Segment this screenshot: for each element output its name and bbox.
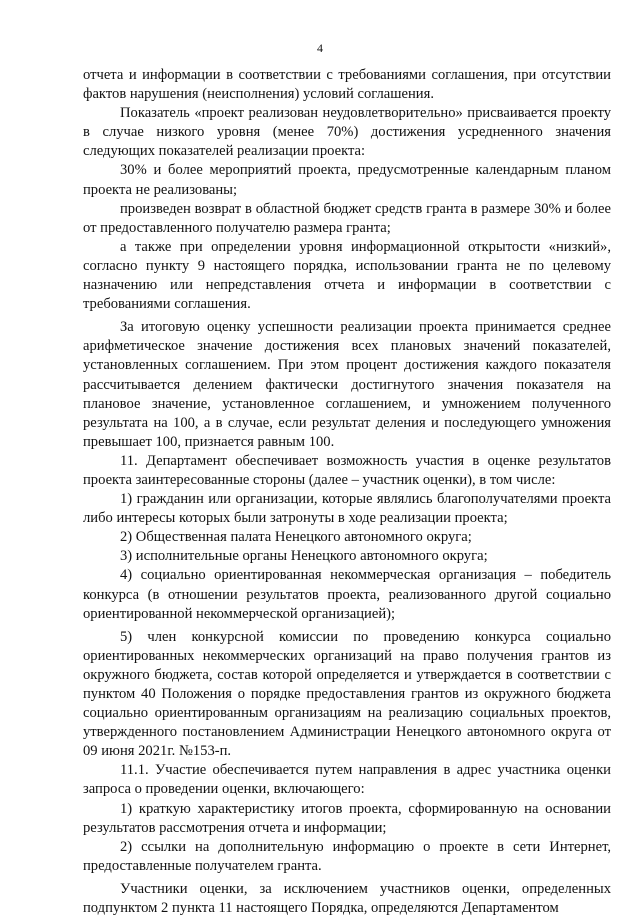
document-body [83, 66, 611, 918]
paragraph-section-11: 11. Департамент обеспечивает возможность участия в оценке результатов проекта заинтересованные стороны (далее – участник оценки), в том числе: [83, 452, 611, 488]
paragraph-participant-5: 5) член конкурсной комиссии по проведению конкурса социально ориентированных некоммерческих организаций на право получения грантов из окружного бюджета, состав которой определяется и утверждается в соответствии с пунктом 40 Положения о порядке предоставления грантов из окружного бюджета социально ориентированным организациям на реализацию социальных проектов, утвержденного постановлением Администрации Ненецкого автономного округа от 09 июня 2021г. №153-п. [83, 628, 611, 760]
paragraph-criterion-3: а также при определении уровня информационной открытости «низкий», согласно пункту 9 настоящего порядка, использовании гранта не по целевому назначению или непредставления отчета и информации в соответствии с требованиями соглашения. [83, 238, 611, 313]
paragraph-criterion-2: произведен возврат в областной бюджет средств гранта в размере 30% и более от предоставленного получателю размера гранта; [83, 200, 611, 236]
paragraph-participant-2: 2) Общественная палата Ненецкого автономного округа; [120, 529, 472, 546]
paragraph-participant-4: 4) социально ориентированная некоммерческая организация – победитель конкурса (в отношении результатов проекта, реализованного другой социально ориентированной некоммерческой организацией); [83, 567, 611, 622]
paragraph-unsatisfactory-indicator: Показатель «проект реализован неудовлетворительно» присваивается проекту в случае низкого уровня (менее 70%) достижения усредненного значения следующих показателей реализации проекта: [83, 105, 611, 160]
paragraph-participant-1: 1) гражданин или организации, которые являлись благополучателями проекта либо интересы которых были затронуты в ходе реализации проекта; [83, 491, 611, 527]
paragraph-participant-3: 3) исполнительные органы Ненецкого автономного округа; [120, 548, 488, 565]
paragraph-criterion-1: 30% и более мероприятий проекта, предусмотренные календарным планом проекта не реализованы; [83, 162, 611, 198]
paragraph-final-assessment: За итоговую оценку успешности реализации проекта принимается среднее арифметическое значение достижения всех плановых значений показателей, установленных соглашением. При этом процент достижения каждого показателя рассчитывается делением фактически достигнутого значения показателя на плановое значение, установленное соглашением, и умножением полученного результата на 100, а в случае, если результат деления и последующего умножения превышает 100, признается равным 100. [83, 319, 611, 450]
paragraph-participants-determination: Участники оценки, за исключением участников оценки, определенных подпунктом 2 пункта 11 настоящего Порядка, определяются Департаментом [83, 880, 611, 917]
paragraph-request-item-1: 1) краткую характеристику итогов проекта, сформированную на основании результатов рассмотрения отчета и информации; [83, 800, 611, 836]
paragraph-section-11-1: 11.1. Участие обеспечивается путем направления в адрес участника оценки запроса о проведении оценки, включающего: [83, 762, 611, 798]
paragraph-request-item-2: 2) ссылки на дополнительную информацию о проекте в сети Интернет, предоставленные получателем гранта. [83, 838, 611, 874]
paragraph-continuation: отчета и информации в соответствии с требованиями соглашения, при отсутствии фактов нарушения (неисполнения) условий соглашения. [83, 67, 611, 103]
page-number: 4 [317, 41, 323, 55]
